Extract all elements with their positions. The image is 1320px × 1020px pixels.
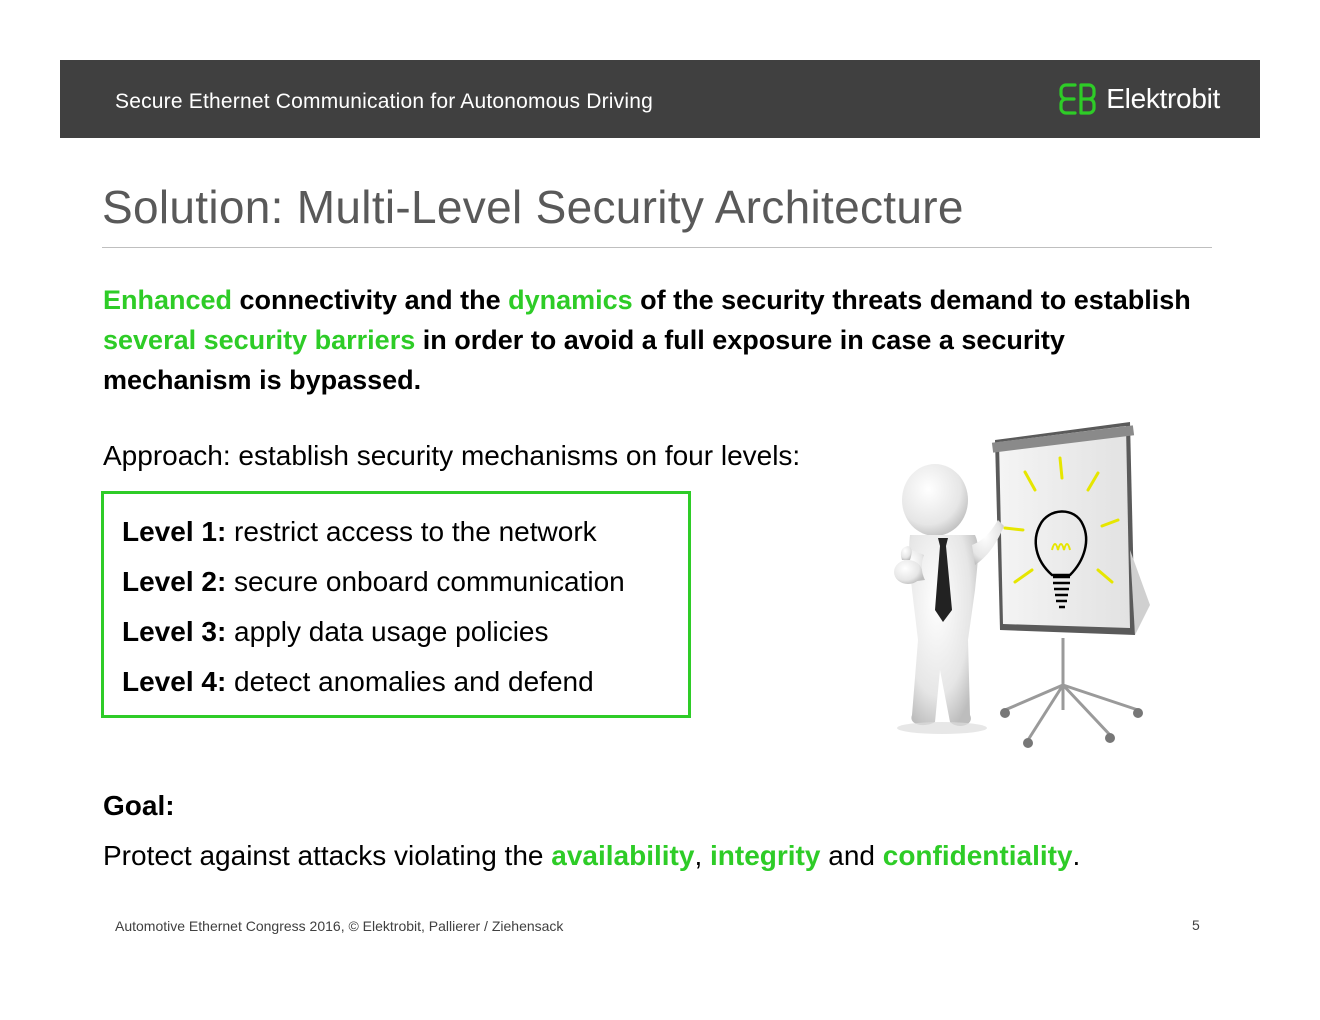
- goal-separator-2: and: [820, 840, 883, 871]
- goal-end: .: [1072, 840, 1081, 871]
- highlight-enhanced: Enhanced: [103, 285, 233, 315]
- level-text: apply data usage policies: [226, 616, 549, 647]
- level-row: [122, 616, 549, 648]
- slide-title: Solution: Multi-Level Security Architecture: [102, 181, 964, 233]
- highlight-dynamics: dynamics: [508, 285, 633, 315]
- elektrobit-logo-icon: [1058, 82, 1098, 116]
- elektrobit-logo: [1058, 82, 1220, 116]
- page-number: 5: [1192, 917, 1200, 933]
- level-text: detect anomalies and defend: [226, 666, 594, 697]
- footer-text: Automotive Ethernet Congress 2016, © Elektrobit, Pallierer / Ziehensack: [115, 918, 564, 934]
- level-label: Level 2:: [122, 566, 227, 597]
- logo-text: Elektrobit: [1106, 83, 1220, 114]
- goal-separator-1: ,: [694, 840, 710, 871]
- goal-text: [103, 840, 1080, 872]
- header-bar: [60, 60, 1260, 138]
- presenter-illustration: [880, 410, 1170, 750]
- presentation-title: Secure Ethernet Communication for Autonomous Driving: [115, 90, 653, 113]
- goal-label: Goal:: [103, 790, 175, 821]
- highlight-integrity: integrity: [710, 840, 821, 871]
- levels-box: [101, 491, 691, 718]
- level-row: [122, 516, 597, 548]
- approach-text: Approach: establish security mechanisms on four levels:: [103, 440, 801, 471]
- intro-text-3: in order to avoid a full exposure in case a security mechanism is bypassed.: [103, 325, 1065, 395]
- presenter-flipchart-lightbulb-illustration: [880, 410, 1170, 750]
- level-row: [122, 666, 594, 698]
- level-text: secure onboard communication: [226, 566, 625, 597]
- level-label: Level 3:: [122, 616, 227, 647]
- level-text: restrict access to the network: [226, 516, 597, 547]
- goal-text-pre: Protect against attacks violating the: [103, 840, 552, 871]
- level-row: [122, 566, 625, 598]
- highlight-availability: availability: [551, 840, 695, 871]
- highlight-confidentiality: confidentiality: [882, 840, 1073, 871]
- intro-paragraph: [103, 280, 1203, 400]
- level-label: Level 4:: [122, 666, 227, 697]
- level-label: Level 1:: [122, 516, 227, 547]
- title-divider: [102, 247, 1212, 248]
- intro-text-2: of the security threats demand to establish: [632, 285, 1191, 315]
- highlight-barriers: several security barriers: [103, 325, 416, 355]
- intro-text-1: connectivity and the: [232, 285, 509, 315]
